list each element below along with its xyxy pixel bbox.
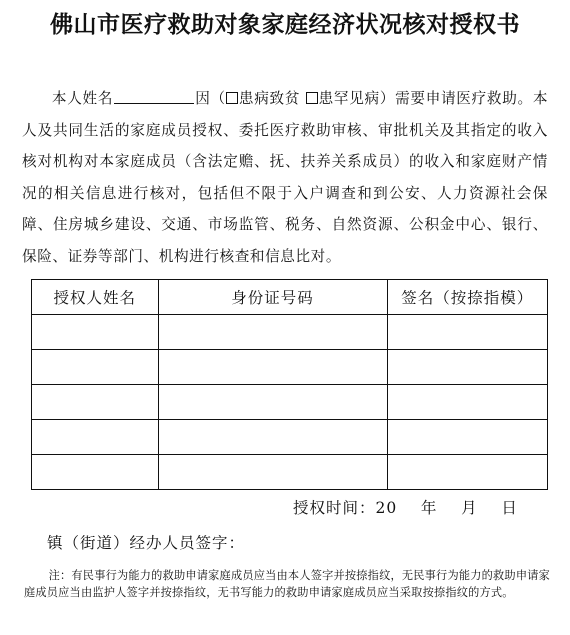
document-title: 佛山市医疗救助对象家庭经济状况核对授权书 (50, 12, 520, 38)
authorization-paragraph (22, 83, 548, 272)
name-cell[interactable] (32, 315, 159, 350)
name-cell[interactable] (32, 350, 159, 385)
header-id-number: 身份证号码 (158, 280, 387, 315)
option-rare-disease-label: 患罕见病 (318, 90, 380, 107)
authorizer-table (31, 279, 548, 490)
id-cell[interactable] (158, 385, 387, 420)
table-row (32, 455, 548, 490)
signature-cell[interactable] (387, 350, 547, 385)
table-row (32, 350, 548, 385)
id-cell[interactable] (158, 420, 387, 455)
rare-disease-checkbox[interactable] (306, 92, 318, 104)
table-row (32, 420, 548, 455)
signature-cell[interactable] (387, 315, 547, 350)
name-cell[interactable] (32, 420, 159, 455)
option-illness-poverty-label: 患病致贫 (238, 90, 301, 107)
applicant-name-blank[interactable] (114, 88, 194, 104)
staff-signature-label: 镇（街道）经办人员签字： (47, 534, 246, 552)
reason-close-text: ）需要申请医疗救助。 (379, 90, 533, 107)
signature-cell[interactable] (387, 420, 547, 455)
header-authorizer-name: 授权人姓名 (32, 280, 159, 315)
authorization-body-text: 本人及共同生活的家庭成员授权、委托医疗救助审核、审批机关及其指定的收入核对机构对本家庭成员（含法定赡、抚、扶养关系成员）的收入和家庭财产情况的相关信息进行核对，包括但不限于入户调查和到公安、人力资源社会保障、住房城乡建设、交通、市场监管、税务、自然资源、公积金中心、银行、保险、证券等部门、机构进行核查和信息比对。 (22, 90, 549, 265)
table-row (32, 315, 548, 350)
name-cell[interactable] (32, 385, 159, 420)
name-prefix-label: 本人姓名 (51, 90, 114, 107)
signature-cell[interactable] (387, 455, 547, 490)
reason-open-text: 因（ (195, 90, 226, 107)
name-cell[interactable] (32, 455, 159, 490)
id-cell[interactable] (158, 350, 387, 385)
id-cell[interactable] (158, 455, 387, 490)
header-signature: 签名（按捺指模） (387, 280, 547, 315)
illness-poverty-checkbox[interactable] (226, 92, 238, 104)
authorization-date: 授权时间：20 年 月 日 (293, 499, 518, 517)
id-cell[interactable] (158, 315, 387, 350)
table-header-row (32, 280, 548, 315)
signature-cell[interactable] (387, 385, 547, 420)
footnote: 注：有民事行为能力的救助申请家庭成员应当由本人签字并按捺指纹，无民事行为能力的救助申请家庭成员应当由监护人签字并按捺指纹，无书写能力的救助申请家庭成员应当采取按捺指纹的方式。 (24, 569, 550, 599)
table-row (32, 385, 548, 420)
